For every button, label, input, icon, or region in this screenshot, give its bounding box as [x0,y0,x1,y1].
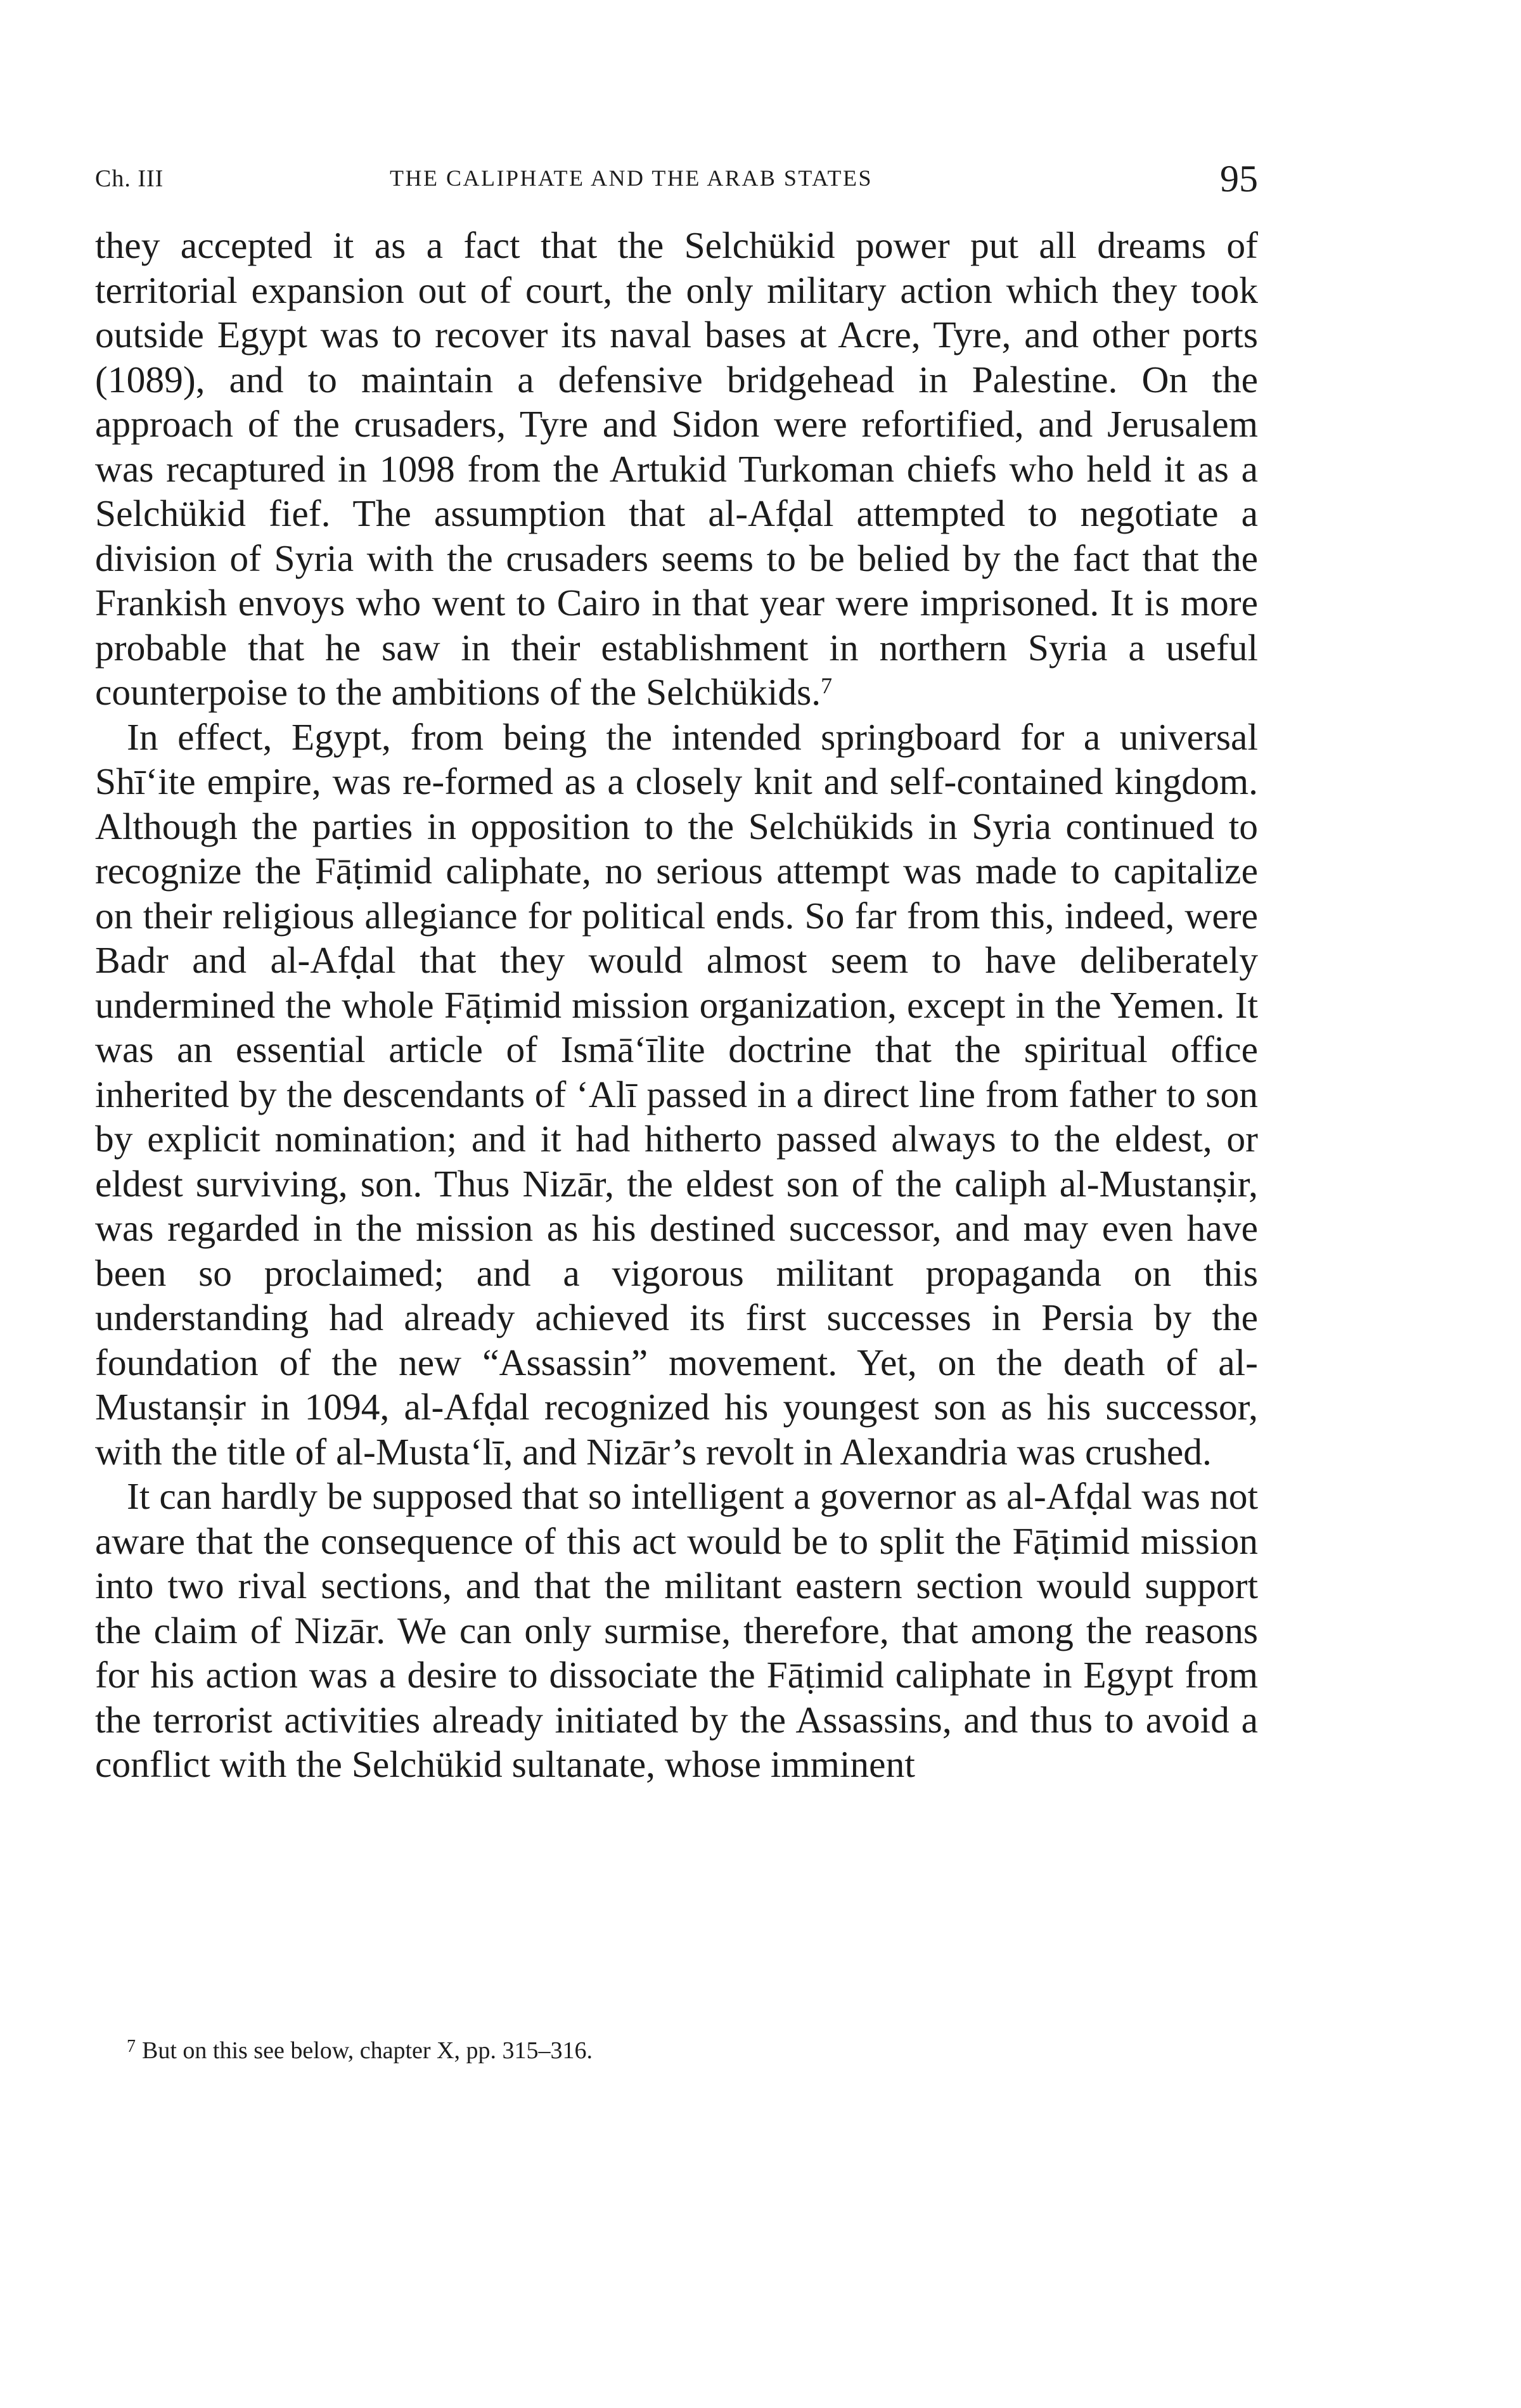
running-head [95,160,1258,210]
footnote-text: But on this see below, chapter X, pp. 315–316. [142,2037,593,2064]
paragraph-2 [95,715,1258,1475]
paragraph-2-text: In effect, Egypt, from being the intended springboard for a universal Shī‘ite empire, was re-formed as a closely knit and self-contained kingdom. Although the parties in opposition to the Selchükids in Syria continued to recognize the Fāṭimid caliphate, no serious attempt was made to capitalize on their religious allegiance for political ends. So far from this, indeed, were Badr and al-Afḍal that they would almost seem to have deliberately undermined the whole Fāṭimid mission organization, except in the Yemen. It was an essential article of Ismā‘īlite doctrine that the spiritual office inherited by the descendants of ‘Alī passed in a direct line from father to son by explicit nomination; and it had hitherto passed always to the eldest, or eldest surviving, son. Thus Nizār, the eldest son of the caliph al-Mustanṣir, was regarded in the mission as his destined successor, and may even have been so proclaimed; and a vigorous militant propaganda on this understanding had already achieved its first successes in Persia by the foundation of the new “Assassin” movement. Yet, on the death of al-Mustanṣir in 1094, al-Afḍal recognized his youngest son as his successor, with the title of al-Musta‘lī, and Nizār’s revolt in Alexandria was crushed. [95,715,1258,1473]
page-number: 95 [1220,158,1258,200]
footnote-reference: 7 [821,673,833,698]
paragraph-1 [95,223,1258,715]
paragraph-3 [95,1474,1258,1787]
paragraph-1-text: they accepted it as a fact that the Selchükid power put all dreams of territorial expansion out of court, the only military action which they took outside Egypt was to recover its naval bases at Acre, Tyre, and other ports (1089), and to maintain a defensive bridgehead in Palestine. On the approach of the crusaders, Tyre and Sidon were refortified, and Jerusalem was recaptured in 1098 from the Artukid Turkoman chiefs who held it as a Selchükid fief. The assumption that al-Afḍal attempted to negotiate a division of Syria with the crusaders seems to be belied by the fact that the Frankish envoys who went to Cairo in that year were imprisoned. It is more probable that he saw in their establishment in northern Syria a useful counterpoise to the ambitions of the Selchükids. [95,224,1258,713]
running-title: THE CALIPHATE AND THE ARAB STATES [390,165,873,191]
chapter-label: Ch. III [95,165,164,192]
paragraph-3-text: It can hardly be supposed that so intelligent a governor as al-Afḍal was not aware that the consequence of this act would be to split the Fāṭimid mission into two rival sections, and that the militant eastern section would support the claim of Nizār. We can only surmise, therefore, that among the reasons for his action was a desire to dissociate the Fāṭimid caliphate in Egypt from the terrorist activities already initiated by the Assassins, and thus to avoid a conflict with the Selchükid sultanate, whose imminent [95,1475,1258,1785]
body-text [95,223,1258,1787]
footnote-mark: 7 [127,2037,136,2056]
footnote [127,2031,1255,2066]
